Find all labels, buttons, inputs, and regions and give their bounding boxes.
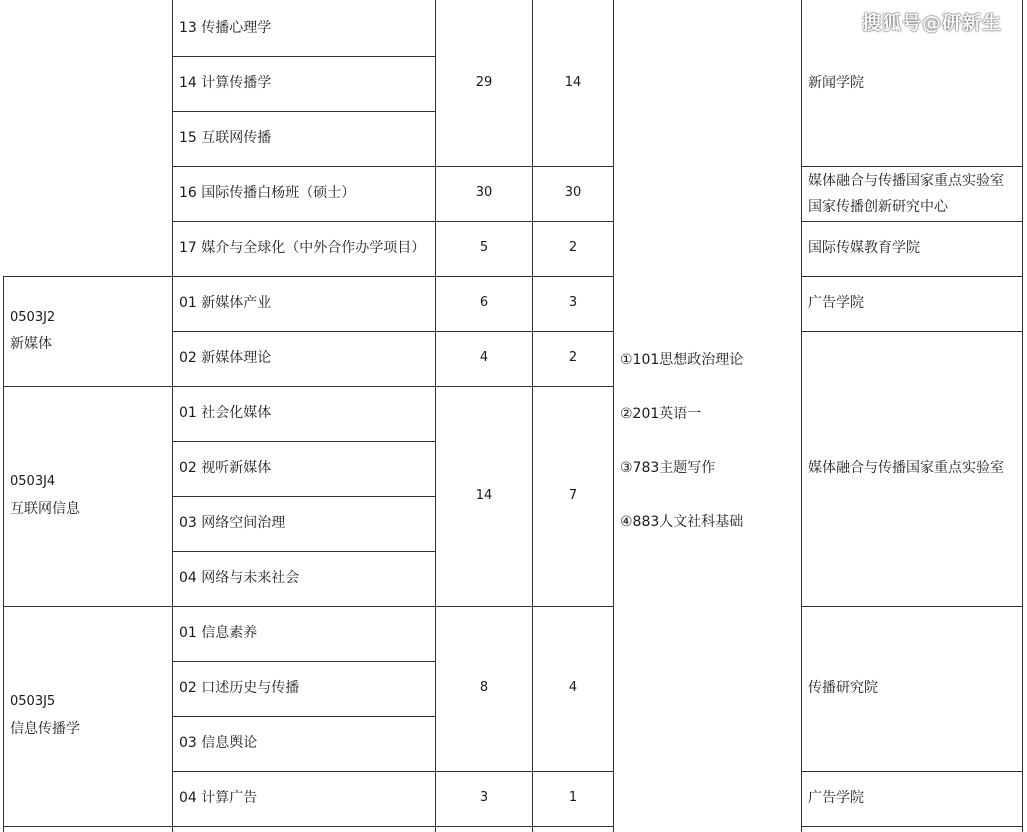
grid-vline (532, 0, 533, 832)
grid-hline (3, 386, 614, 387)
unit-name: 传播研究院 (808, 680, 878, 696)
grid-hline (801, 221, 1023, 222)
major-code: 0503J5 (10, 694, 56, 709)
grid-hline (172, 331, 614, 332)
direction-cell: 01 信息素养 (179, 625, 258, 641)
plan-quota: 29 (475, 75, 493, 90)
grid-hline (172, 551, 436, 552)
grid-hline (172, 661, 436, 662)
grid-hline (801, 826, 1023, 827)
major-name: 新媒体 (10, 336, 52, 352)
tuimian-quota: 7 (568, 488, 578, 503)
grid-hline (3, 276, 614, 277)
grid-hline (801, 166, 1023, 167)
tuimian-quota: 2 (568, 240, 578, 255)
unit-name: 新闻学院 (808, 75, 864, 91)
exam-subject: ①101思想政治理论 (620, 352, 744, 368)
unit-name: 国家传播创新研究中心 (808, 199, 948, 215)
major-code: 0503J2 (10, 310, 56, 325)
grid-hline (172, 496, 436, 497)
grid-hline (172, 111, 436, 112)
direction-cell: 02 视听新媒体 (179, 460, 272, 476)
exam-subject: ②201英语一 (620, 406, 702, 422)
grid-hline (172, 771, 614, 772)
direction-cell: 14 计算传播学 (179, 75, 272, 91)
direction-cell: 16 国际传播白杨班（硕士） (179, 185, 356, 201)
direction-cell: 02 口述历史与传播 (179, 680, 300, 696)
major-name: 信息传播学 (10, 721, 80, 737)
grid-vline (613, 0, 614, 832)
direction-cell: 13 传播心理学 (179, 20, 272, 36)
direction-cell: 04 网络与未来社会 (179, 570, 300, 586)
direction-cell: 04 计算广告 (179, 790, 258, 806)
grid-hline (172, 166, 614, 167)
tuimian-quota: 2 (568, 350, 578, 365)
direction-cell: 17 媒介与全球化（中外合作办学项目） (179, 240, 426, 256)
exam-subject: ③783主题写作 (620, 460, 716, 476)
grid-hline (801, 771, 1023, 772)
unit-name: 广告学院 (808, 790, 864, 806)
grid-hline (801, 606, 1023, 607)
exam-subject: ④883人文社科基础 (620, 514, 744, 530)
grid-hline (3, 606, 614, 607)
grid-hline (801, 331, 1023, 332)
direction-cell: 01 社会化媒体 (179, 405, 272, 421)
grid-hline (172, 441, 436, 442)
grid-vline (435, 0, 436, 832)
grid-hline (801, 276, 1023, 277)
direction-cell: 01 新媒体产业 (179, 295, 272, 311)
tuimian-quota: 3 (568, 295, 578, 310)
plan-quota: 14 (475, 488, 493, 503)
direction-cell: 15 互联网传播 (179, 130, 272, 146)
direction-cell: 03 信息舆论 (179, 735, 258, 751)
major-name: 互联网信息 (10, 501, 80, 517)
plan-quota: 5 (479, 240, 489, 255)
grid-vline (172, 0, 173, 832)
major-code: 0503J4 (10, 474, 56, 489)
unit-name: 广告学院 (808, 295, 864, 311)
grid-hline (172, 221, 614, 222)
unit-name: 媒体融合与传播国家重点实验室 (808, 460, 1004, 476)
tuimian-quota: 14 (564, 75, 582, 90)
grid-hline (172, 716, 436, 717)
tuimian-quota: 1 (568, 790, 578, 805)
unit-name: 国际传媒教育学院 (808, 240, 920, 256)
plan-quota: 4 (479, 350, 489, 365)
unit-name: 媒体融合与传播国家重点实验室 (808, 173, 1004, 189)
grid-vline (3, 277, 4, 832)
direction-cell: 03 网络空间治理 (179, 515, 286, 531)
grid-vline (801, 0, 802, 832)
watermark-logo: 搜狐号@研新生 (862, 12, 1003, 34)
grid-vline (1022, 0, 1023, 832)
grid-hline (172, 56, 436, 57)
plan-quota: 8 (479, 680, 489, 695)
tuimian-quota: 30 (564, 185, 582, 200)
plan-quota: 3 (479, 790, 489, 805)
plan-quota: 6 (479, 295, 489, 310)
plan-quota: 30 (475, 185, 493, 200)
tuimian-quota: 4 (568, 680, 578, 695)
direction-cell: 02 新媒体理论 (179, 350, 272, 366)
grid-hline (3, 826, 614, 827)
